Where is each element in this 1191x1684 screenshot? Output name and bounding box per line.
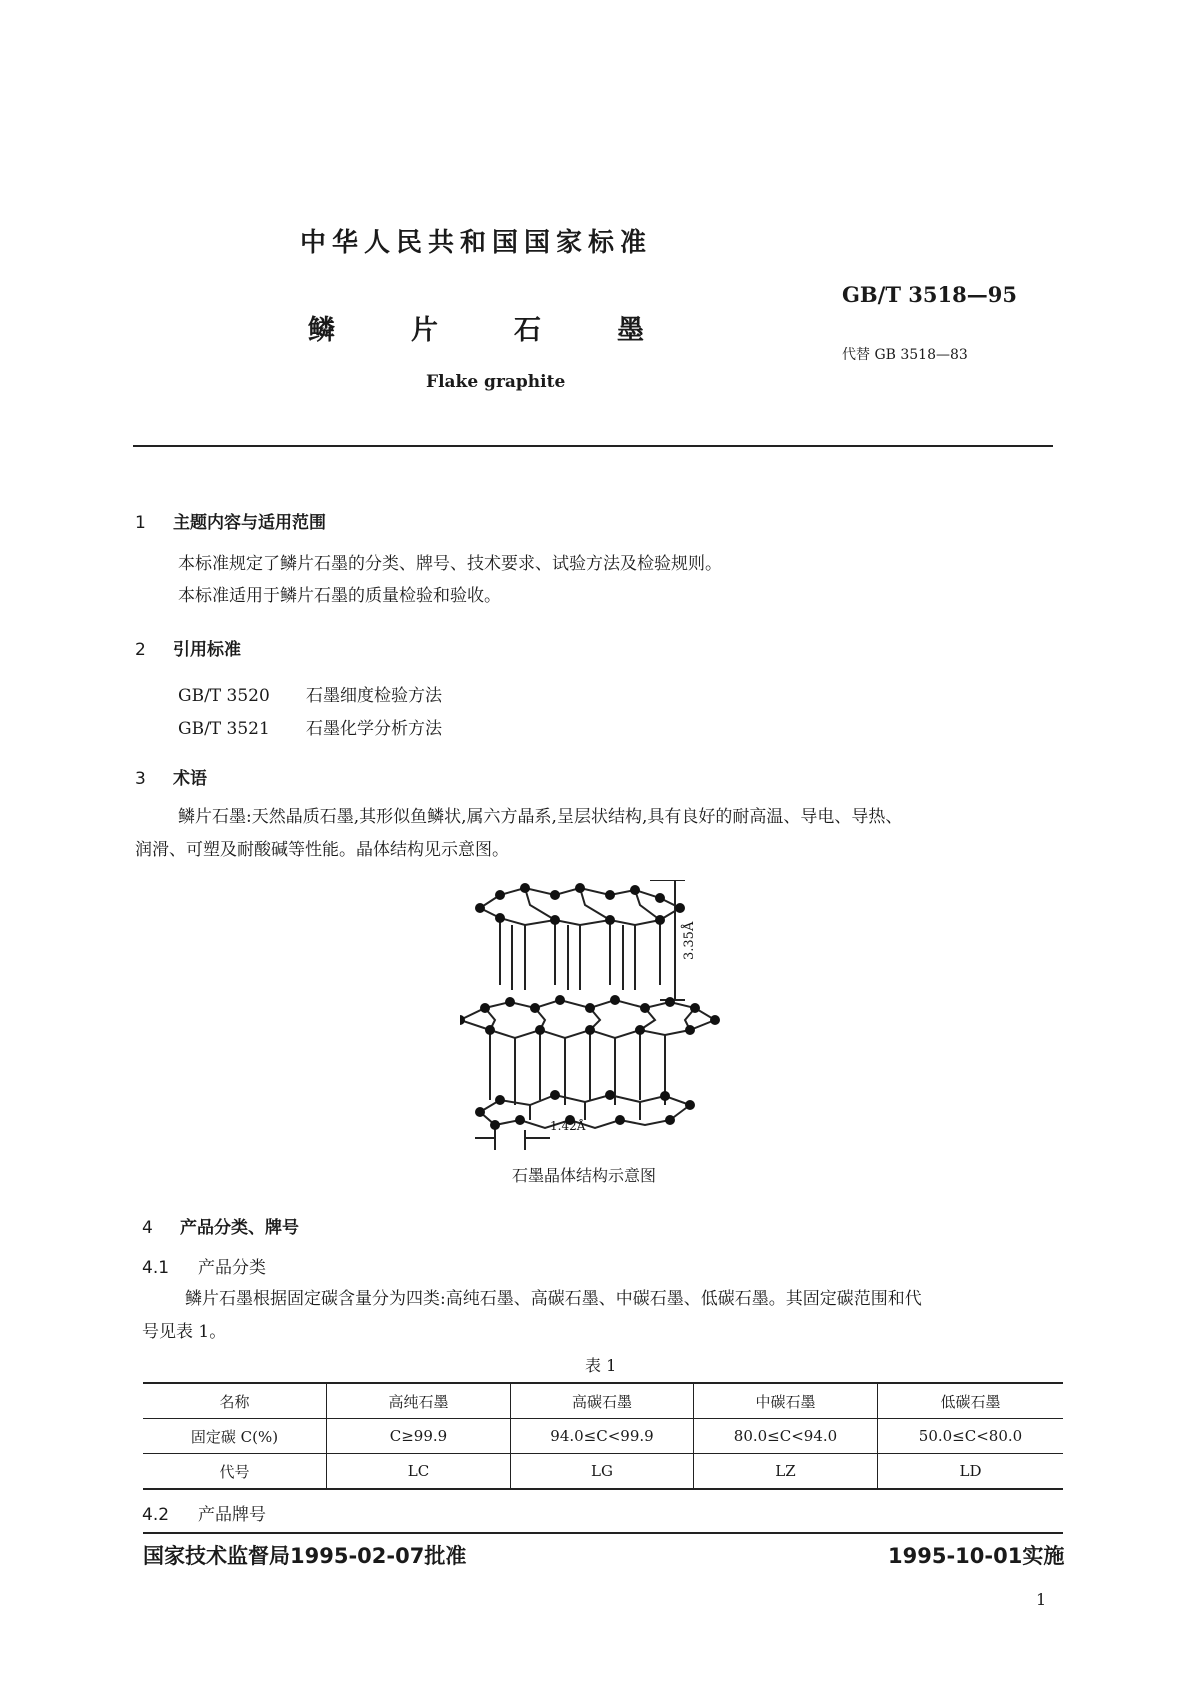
section-title: 术语 <box>173 769 207 789</box>
effective-date: 1995-10-01实施 <box>888 1544 1065 1568</box>
header-divider <box>133 445 1053 447</box>
reference-name: 石墨化学分析方法 <box>306 719 442 739</box>
section-number: 1 <box>135 513 146 533</box>
title-char: 墨 <box>617 315 644 346</box>
bond-length-label: 1.42Å <box>550 1119 586 1133</box>
layer-spacing-label: 3.35Å <box>682 921 697 960</box>
footer-divider <box>143 1532 1063 1534</box>
section-title: 引用标准 <box>173 640 241 660</box>
title-char: 鳞 <box>308 315 335 346</box>
table-cell: LC <box>327 1454 511 1490</box>
reference-code: GB/T 3521 <box>178 719 270 739</box>
reference-row <box>178 714 442 739</box>
section-title: 主题内容与适用范围 <box>173 513 326 533</box>
table-cell: 中碳石墨 <box>694 1383 878 1419</box>
table-cell: 80.0≤C<94.0 <box>694 1419 878 1454</box>
subsection-4-1-line: 号见表 1。 <box>142 1322 227 1342</box>
section-number: 2 <box>135 640 146 660</box>
subsection-number: 4.1 <box>142 1258 170 1278</box>
section-number: 3 <box>135 769 146 789</box>
table-cell: 高纯石墨 <box>327 1383 511 1419</box>
figure-caption: 石墨晶体结构示意图 <box>512 1166 657 1185</box>
table-cell: 高碳石墨 <box>511 1383 694 1419</box>
graphite-structure-diagram <box>460 880 760 1150</box>
section-3-heading <box>135 764 207 789</box>
reference-name: 石墨细度检验方法 <box>306 686 442 706</box>
table-1 <box>143 1382 1063 1490</box>
table-cell: 低碳石墨 <box>878 1383 1064 1419</box>
table-row <box>143 1383 1063 1419</box>
table-cell: 名称 <box>143 1383 327 1419</box>
reference-code: GB/T 3520 <box>178 686 270 706</box>
table-cell: 50.0≤C<80.0 <box>878 1419 1064 1454</box>
title-char: 片 <box>411 315 438 346</box>
table-cell: LD <box>878 1454 1064 1490</box>
subsection-title: 产品分类 <box>198 1258 266 1278</box>
section-1-paragraph: 本标准规定了鳞片石墨的分类、牌号、技术要求、试验方法及检验规则。 <box>178 554 722 574</box>
page-number: 1 <box>1036 1590 1047 1609</box>
subsection-4-1-line: 鳞片石墨根据固定碳含量分为四类:高纯石墨、高碳石墨、中碳石墨、低碳石墨。其固定碳范围和代 <box>185 1289 922 1309</box>
section-1-paragraph: 本标准适用于鳞片石墨的质量检验和验收。 <box>178 586 501 606</box>
table-cell: 94.0≤C<99.9 <box>511 1419 694 1454</box>
title-char: 石 <box>514 315 541 346</box>
table-row <box>143 1419 1063 1454</box>
section-2-heading <box>135 635 241 660</box>
table-cell: 固定碳 C(%) <box>143 1419 327 1454</box>
reference-row <box>178 681 442 706</box>
table-row <box>143 1454 1063 1490</box>
section-3-line: 鳞片石墨:天然晶质石墨,其形似鱼鳞状,属六方晶系,呈层状结构,具有良好的耐高温、导电、导热、 <box>178 807 903 827</box>
subsection-title: 产品牌号 <box>198 1505 266 1525</box>
section-title: 产品分类、牌号 <box>180 1218 299 1238</box>
table-caption: 表 1 <box>585 1356 617 1375</box>
table-cell: 代号 <box>143 1454 327 1490</box>
table-cell: LG <box>511 1454 694 1490</box>
table-cell: C≥99.9 <box>327 1419 511 1454</box>
section-3-line: 润滑、可塑及耐酸碱等性能。晶体结构见示意图。 <box>135 840 509 860</box>
section-number: 4 <box>142 1218 153 1238</box>
national-standard-heading: 中华人民共和国国家标准 <box>300 228 653 258</box>
english-title: Flake graphite <box>426 372 566 392</box>
section-1-heading <box>135 508 326 533</box>
standard-code: GB/T 3518—95 <box>842 282 1017 307</box>
replaces-note: 代替 GB 3518—83 <box>842 347 968 363</box>
section-4-heading <box>142 1213 299 1238</box>
subsection-4-2-heading <box>142 1500 266 1525</box>
table-cell: LZ <box>694 1454 878 1490</box>
subsection-number: 4.2 <box>142 1505 170 1525</box>
approval-date: 国家技术监督局1995-02-07批准 <box>143 1544 467 1568</box>
standard-title <box>308 308 720 347</box>
subsection-4-1-heading <box>142 1253 266 1278</box>
